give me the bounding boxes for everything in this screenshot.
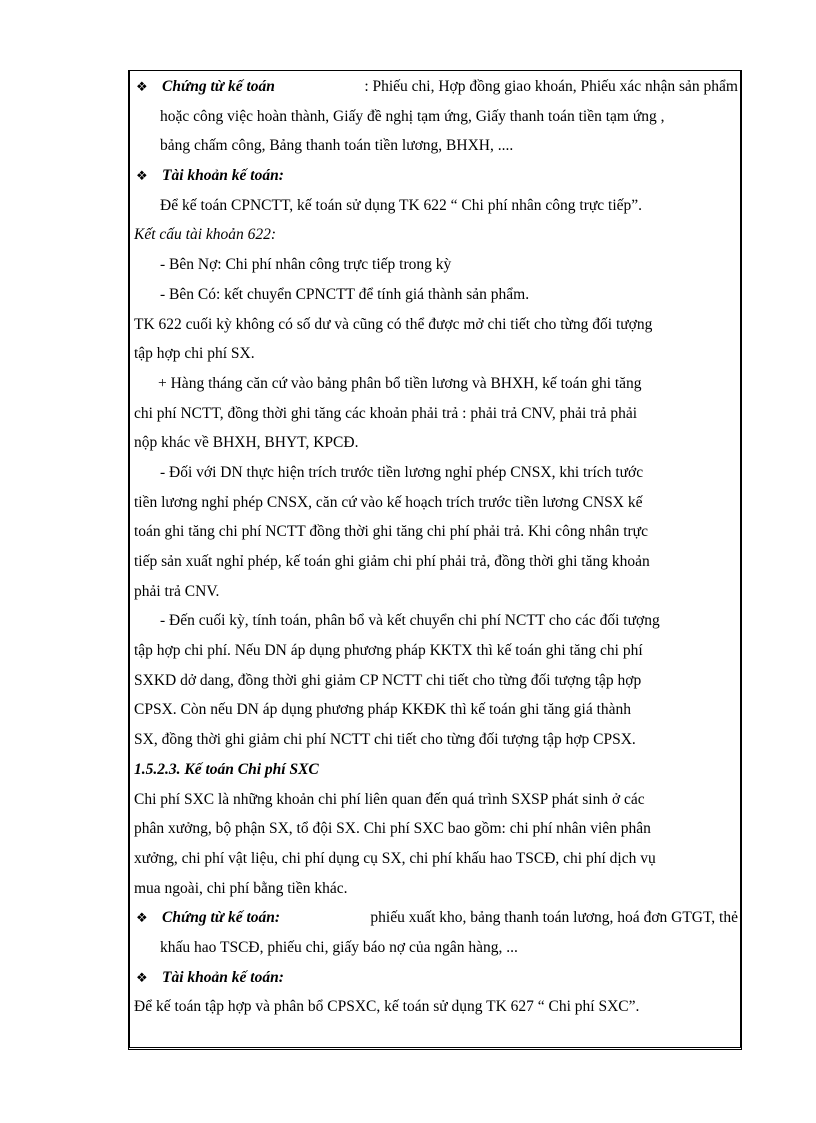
p1-l1-rest: : Phiếu chi, Hợp đồng giao khoán, Phiếu xác nhận sản phẩm xyxy=(364,78,738,95)
p6-line-1 xyxy=(134,903,738,933)
p5-line-3: SXKD dở dang, đồng thời ghi giảm CP NCTT chi tiết cho từng đối tượng tập hợp xyxy=(134,671,642,689)
section-line-2: phân xưởng, bộ phận SX, tổ đội SX. Chi phí SXC bao gồm: chi phí nhân viên phân xyxy=(134,820,651,838)
p2-credit: - Bên Có: kết chuyển CPNCTT để tính giá thành sản phẩm. xyxy=(160,285,530,303)
p4-line-5: phải trả CNV. xyxy=(134,582,220,600)
p5-line-4: CPSX. Còn nếu DN áp dụng phương pháp KKĐK thì kế toán ghi tăng giá thành xyxy=(134,701,632,719)
diamond-bullet-icon: ❖ xyxy=(136,168,148,184)
p2-note-line-1: TK 622 cuối kỳ không có số dư và cũng có thể được mở chi tiết cho từng đối tượng xyxy=(134,315,653,333)
p2-subheading: Kết cấu tài khoản 622: xyxy=(134,226,277,244)
p7-line-1: Để kế toán tập hợp và phân bổ CPSXC, kế toán sử dụng TK 627 “ Chi phí SXC”. xyxy=(134,998,640,1016)
p2-heading: Tài khoản kế toán: xyxy=(162,167,284,185)
p1-label: Chứng từ kế toán xyxy=(162,78,275,95)
p2-line-1: Để kế toán CPNCTT, kế toán sử dụng TK 622 “ Chi phí nhân công trực tiếp”. xyxy=(160,196,643,214)
p4-line-1: - Đối với DN thực hiện trích trước tiền lương nghỉ phép CNSX, khi trích tước xyxy=(160,463,644,481)
p2-note-line-2: tập hợp chi phí SX. xyxy=(134,345,255,363)
p6-label: Chứng từ kế toán: xyxy=(162,909,281,927)
p4-line-3: toán ghi tăng chi phí NCTT đồng thời ghi tăng chi phí phải trả. Khi công nhân trực xyxy=(134,523,648,541)
document-body xyxy=(134,72,738,1022)
p2-debit: - Bên Nợ: Chi phí nhân công trực tiếp trong kỳ xyxy=(160,256,452,274)
section-line-3: xưởng, chi phí vật liệu, chi phí dụng cụ SX, chi phí khấu hao TSCĐ, chi phí dịch vụ xyxy=(134,849,656,867)
p5-line-2: tập hợp chi phí. Nếu DN áp dụng phương pháp KKTX thì kế toán ghi tăng chi phí xyxy=(134,642,643,660)
p6-l1-rest: phiếu xuất kho, bảng thanh toán lương, hoá đơn GTGT, thẻ xyxy=(366,909,738,927)
section-line-1: Chi phí SXC là những khoản chi phí liên quan đến quá trình SXSP phát sinh ở các xyxy=(134,790,645,808)
p1-line-1 xyxy=(134,72,738,102)
diamond-bullet-icon: ❖ xyxy=(136,969,148,985)
p4-line-2: tiền lương nghỉ phép CNSX, căn cứ vào kế hoạch trích trước tiền lương CNSX kế xyxy=(134,493,643,511)
p5-line-5: SX, đồng thời ghi giảm chi phí NCTT chi tiết cho từng đối tượng tập hợp CPSX. xyxy=(134,731,636,749)
p3-line-2: chi phí NCTT, đồng thời ghi tăng các khoản phải trả : phải trả CNV, phải trả phải xyxy=(134,404,638,422)
p6-line-2: khấu hao TSCĐ, phiếu chi, giấy báo nợ của ngân hàng, ... xyxy=(160,938,518,956)
section-title: 1.5.2.3. Kế toán Chi phí SXC xyxy=(134,760,319,778)
p7-heading-line xyxy=(134,963,738,993)
p2-heading-line xyxy=(134,161,738,191)
p4-line-4: tiếp sản xuất nghỉ phép, kế toán ghi giảm chi phí phải trả, đồng thời ghi tăng khoản xyxy=(134,553,650,570)
p1-line-2: hoặc công việc hoàn thành, Giấy đề nghị tạm ứng, Giấy thanh toán tiền tạm ứng , xyxy=(160,107,665,125)
p7-heading: Tài khoản kế toán: xyxy=(162,968,284,986)
p1-line-3: bảng chấm công, Bảng thanh toán tiền lương, BHXH, .... xyxy=(160,137,514,155)
diamond-bullet-icon: ❖ xyxy=(136,79,148,94)
p3-line-1: + Hàng tháng căn cứ vào bảng phân bổ tiền lương và BHXH, kế toán ghi tăng xyxy=(158,374,642,392)
diamond-bullet-icon: ❖ xyxy=(136,910,148,926)
p3-line-3: nộp khác về BHXH, BHYT, KPCĐ. xyxy=(134,434,359,452)
section-line-4: mua ngoài, chi phí bằng tiền khác. xyxy=(134,879,348,897)
p5-line-1: - Đến cuối kỳ, tính toán, phân bổ và kết chuyển chi phí NCTT cho các đối tượng xyxy=(160,612,660,630)
